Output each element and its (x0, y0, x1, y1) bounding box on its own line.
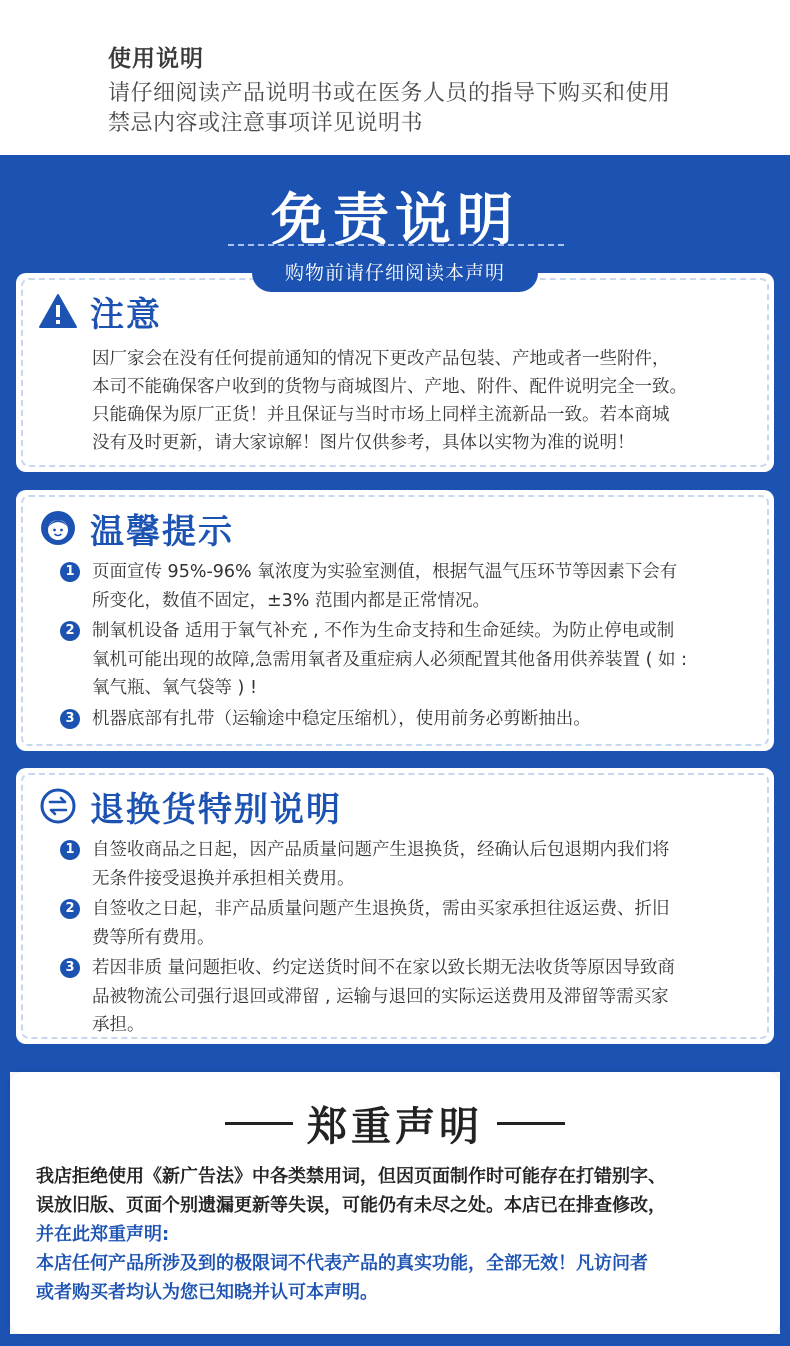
notice-title: 注意 (90, 294, 162, 335)
statement-highlight-line: 并在此郑重声明: (36, 1224, 170, 1245)
statement-title: 郑重声明 (307, 1103, 483, 1150)
title-dash-right (497, 1122, 565, 1125)
tips-list (60, 558, 760, 735)
item-text (92, 705, 742, 734)
item-line: 若因非质 量问题拒收、约定送货时间不在家以致长期无法收货等原因导致商 (92, 958, 676, 978)
number-badge: 2 (60, 621, 80, 641)
returns-list (60, 836, 760, 1042)
notice-line: 本司不能确保客户收到的货物与商城图片、产地、附件、配件说明完全一致。 (92, 377, 687, 397)
notice-line: 没有及时更新，请大家谅解！图片仅供参考，具体以实物为准的说明！ (92, 433, 635, 453)
returns-title: 退换货特别说明 (90, 789, 342, 830)
number-badge: 3 (60, 709, 80, 729)
tips-header (38, 504, 234, 552)
service-agent-icon (38, 508, 78, 548)
list-item (60, 954, 760, 1040)
item-line: 承担。 (92, 1015, 145, 1035)
item-text (92, 895, 742, 952)
item-line: 机器底部有扎带（运输途中稳定压缩机），使用前务必剪断抽出。 (92, 708, 591, 729)
title-divider (228, 244, 564, 246)
item-text (92, 836, 742, 893)
usage-line-2: 禁忌内容或注意事项详见说明书 (108, 111, 424, 136)
statement-body (36, 1162, 772, 1307)
notice-line: 因厂家会在没有任何提前通知的情况下更改产品包装、产地或者一些附件， (92, 349, 670, 369)
item-line: 氧气瓶、氧气袋等 ) ! (92, 678, 257, 698)
statement-header (10, 1096, 780, 1150)
item-line: 自签收之日起，非产品质量问题产生退换货，需由买家承担往返运费、折旧 (92, 899, 670, 919)
notice-text (92, 345, 762, 457)
disclaimer-subtitle: 购物前请仔细阅读本声明 (252, 254, 538, 292)
notice-card (16, 273, 774, 472)
number-badge: 2 (60, 899, 80, 919)
item-line: 页面宣传 95%-96% 氧浓度为实验室测值，根据气温气压环节等因素下会有 (92, 562, 678, 582)
notice-line: 只能确保为原厂正货！并且保证与当时市场上同样主流新品一致。若本商城 (92, 405, 670, 425)
number-badge: 1 (60, 562, 80, 582)
item-line: 所变化，数值不固定，±3% 范围内都是正常情况。 (92, 590, 490, 611)
item-line: 费等所有费用。 (92, 927, 215, 948)
item-text (92, 617, 742, 703)
statement-highlight-line: 本店任何产品所涉及到的极限词不代表产品的真实功能，全部无效！凡访问者 (36, 1253, 648, 1274)
item-line: 品被物流公司强行退回或滞留 , 运输与退回的实际运送费用及滞留等需买家 (92, 986, 669, 1007)
exchange-icon (38, 786, 78, 826)
item-line: 制氧机设备 适用于氧气补充 , 不作为生命支持和生命延续。为防止停电或制 (92, 621, 675, 641)
blue-strip (0, 1044, 790, 1072)
list-item (60, 617, 760, 703)
blue-side-right (780, 1055, 790, 1346)
returns-card (16, 768, 774, 1044)
item-line: 自签收商品之日起，因产品质量问题产生退换货，经确认后包退期内我们将 (92, 840, 670, 860)
tips-title: 温馨提示 (90, 511, 234, 552)
usage-title: 使用说明 (108, 46, 204, 72)
item-line: 无条件接受退换并承担相关费用。 (92, 868, 355, 889)
disclaimer-title: 免责说明 (271, 188, 519, 253)
item-text (92, 558, 742, 615)
warning-triangle-icon (38, 291, 78, 331)
returns-header (38, 782, 342, 830)
title-dash-left (225, 1122, 293, 1125)
tips-card (16, 490, 774, 751)
list-item (60, 836, 760, 893)
statement-highlight-line: 或者购买者均认为您已知晓并认可本声明。 (36, 1282, 378, 1303)
statement-line: 误放旧版、页面个别遗漏更新等失误，可能仍有未尽之处。本店已在排查修改， (36, 1195, 666, 1216)
list-item (60, 558, 760, 615)
statement-line: 我店拒绝使用《新广告法》中各类禁用词，但因页面制作时可能存在打错别字、 (36, 1166, 666, 1187)
number-badge: 1 (60, 840, 80, 860)
notice-header (38, 287, 162, 335)
item-line: 氧机可能出现的故障,急需用氧者及重症病人必须配置其他备用供养装置 ( 如 : (92, 649, 687, 670)
item-text (92, 954, 742, 1040)
number-badge: 3 (60, 958, 80, 978)
usage-section (0, 0, 790, 155)
list-item (60, 895, 760, 952)
blue-side-left (0, 1055, 10, 1346)
list-item (60, 705, 760, 734)
blue-bottom (0, 1334, 790, 1346)
usage-line-1: 请仔细阅读产品说明书或在医务人员的指导下购买和使用 (108, 81, 671, 106)
statement-card (10, 1072, 780, 1334)
